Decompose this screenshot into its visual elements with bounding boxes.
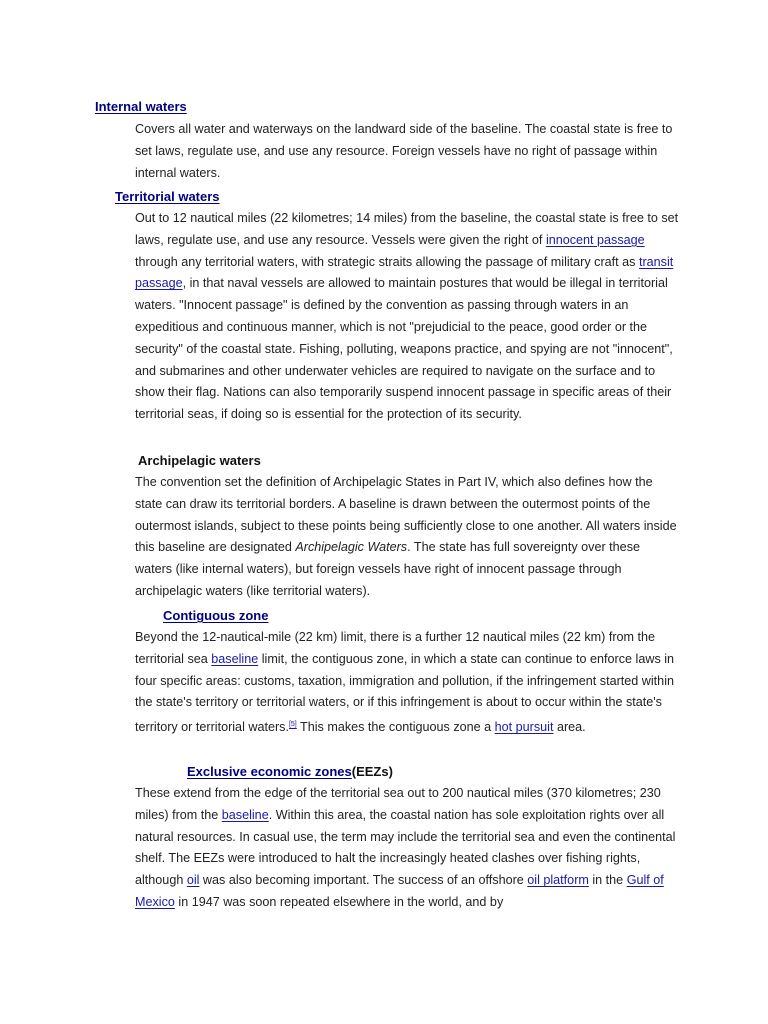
- heading-internal-waters[interactable]: [95, 99, 187, 114]
- heading-eez-link[interactable]: Exclusive economic zones: [187, 764, 352, 779]
- heading-archipelagic-waters-label: Archipelagic waters: [138, 453, 261, 468]
- eez-text-3: was also becoming important. The success of an offshore: [199, 873, 528, 888]
- heading-eez-suffix: (EEZs): [351, 764, 393, 779]
- gulf-of-mexico-link[interactable]: Gulf of Mexico: [135, 873, 664, 909]
- archipelagic-text-1: The convention set the definition of Archipelagic States in Part IV, which also defines how the state can draw its territorial borders. A baseline is drawn between the outermost points of the outermost islands, subject to these points being sufficiently close to one another. All waters inside this baseline are designated: [135, 475, 677, 555]
- heading-contiguous-zone[interactable]: [163, 608, 268, 623]
- paragraph-territorial-waters: [135, 208, 680, 426]
- heading-archipelagic-waters: [138, 453, 261, 468]
- territorial-text-2: through any territorial waters, with strategic straits allowing the passage of military craft as: [135, 254, 639, 269]
- heading-territorial-waters-label[interactable]: Territorial waters: [115, 189, 220, 204]
- internal-waters-text: Covers all water and waterways on the landward side of the baseline. The coastal state is free to set laws, regulate use, and use any resource. Foreign vessels have no right of passage within internal waters.: [135, 122, 673, 180]
- oil-platform-link[interactable]: oil platform: [527, 873, 589, 888]
- baseline-link[interactable]: baseline: [211, 651, 259, 666]
- citation-superscript: [289, 721, 297, 728]
- territorial-text-3: , in that naval vessels are allowed to maintain postures that would be illegal in territorial waters. "Innocent passage" is defined by the convention as passing through waters in an expeditious and continuous manner, which is not "prejudicial to the peace, good order or the security" of the coastal state. Fishing, polluting, weapons practice, and spying are not "innocent", and submarines and other underwater vehicles are required to navigate on the surface and to show their flag. Nations can also temporarily suspend innocent passage in specific areas of their territorial seas, if doing so is essential for the protection of its security.: [135, 276, 673, 422]
- paragraph-archipelagic-waters: [135, 472, 680, 603]
- innocent-passage-link[interactable]: innocent passage: [545, 232, 645, 247]
- paragraph-contiguous-zone: [135, 627, 680, 739]
- citation-link[interactable]: [5]: [288, 721, 297, 729]
- heading-contiguous-zone-label[interactable]: Contiguous zone: [163, 608, 269, 623]
- contiguous-text-2: limit, the contiguous zone, in which a state can continue to enforce laws in four specific areas: customs, taxation, immigration and pollution, if the infringement started within the state's territory or territorial waters, or if this infringement is about to occur within the state's territory or territorial waters.: [135, 651, 675, 735]
- hot-pursuit-link[interactable]: hot pursuit: [494, 720, 554, 735]
- archipelagic-text-2: . The state has full sovereignty over these waters (like internal waters), but foreign vessels have right of innocent passage through archipelagic waters (like territorial waters).: [135, 540, 640, 598]
- contiguous-text-1: Beyond the 12-nautical-mile (22 km) limit, there is a further 12 nautical miles (22 km) from the territorial sea: [135, 630, 656, 666]
- contiguous-text-4: area.: [553, 720, 586, 735]
- eez-text-1: These extend from the edge of the territorial sea out to 200 nautical miles (370 kilometres; 230 miles) from the: [135, 786, 661, 822]
- transit-passage-link[interactable]: transit passage: [135, 254, 674, 291]
- oil-link[interactable]: oil: [186, 873, 200, 888]
- eez-text-2: . Within this area, the coastal nation has sole exploitation rights over all natural resources. In casual use, the term may include the territorial sea and even the continental shelf. The EEZs were introduced to halt the increasingly heated clashes over fishing rights, although: [135, 807, 676, 888]
- contiguous-text-3: This makes the contiguous zone a: [296, 720, 495, 735]
- paragraph-eez: [135, 783, 680, 914]
- paragraph-internal-waters: [135, 119, 680, 184]
- heading-internal-waters-label[interactable]: Internal waters: [95, 99, 187, 114]
- heading-territorial-waters[interactable]: [115, 189, 220, 204]
- eez-baseline-link[interactable]: baseline: [221, 807, 269, 822]
- eez-text-4: in the: [588, 873, 627, 888]
- heading-eez: [187, 764, 393, 779]
- eez-text-5: in 1947 was soon repeated elsewhere in the world, and by: [174, 894, 504, 909]
- archipelagic-waters-term: Archipelagic Waters: [295, 540, 408, 555]
- territorial-text-1: Out to 12 nautical miles (22 kilometres; 14 miles) from the baseline, the coastal state is free to set laws, regulate use, and use any resource. Vessels were given the right of: [135, 211, 679, 247]
